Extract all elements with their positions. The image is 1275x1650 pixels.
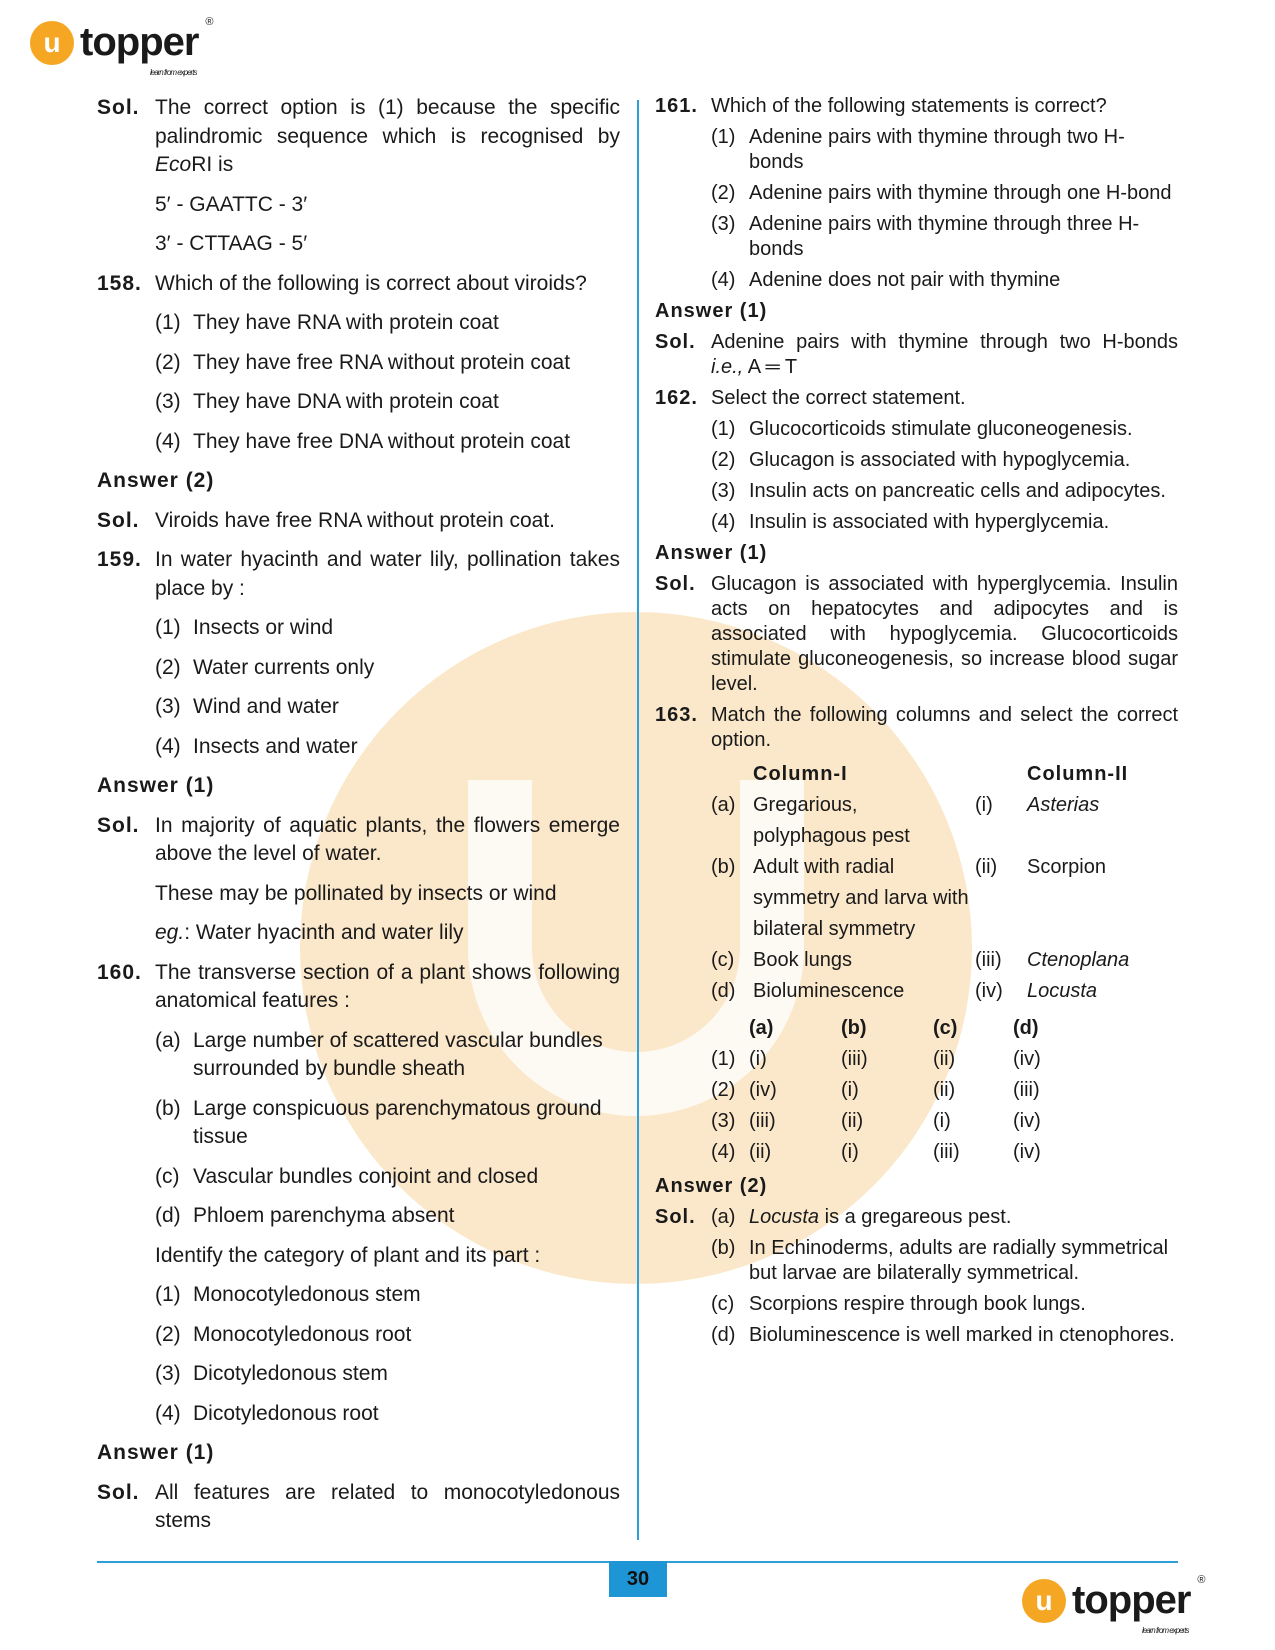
question-162: 162. Select the correct statement. <box>655 387 966 409</box>
logo-word: topper ® learn from experts <box>80 16 213 77</box>
q160-ask: Identify the category of plant and its part : <box>155 1243 541 1267</box>
q162-option: (1) Glucocorticoids stimulate gluconeogenesis. <box>711 418 1133 440</box>
match-row: (a) Gregarious, polyphagous pest (i) Asterias <box>711 794 1100 847</box>
question-159: 159. In water hyacinth and water lily, pollination takes place by : <box>97 548 620 600</box>
right-column <box>655 94 1178 1354</box>
q160-feature: (a) Large number of scattered vascular bundles surrounded by bundle sheath <box>155 1028 603 1080</box>
match-row: (c) Book lungs (iii) Ctenoplana <box>711 949 1130 971</box>
match-table: Column-I Column-II (a) Gregarious, polyphagous pest (i) Asterias (b) Adult with radial symmetry and larva with bilateral symmetry (ii) Scorpion (c) Book lungs (iii) Ctenoplana (d) Bioluminescence (iv) Locusta <box>711 759 1178 1007</box>
q161-option: (2) Adenine pairs with thymine through one H-bond <box>711 182 1172 204</box>
grid-row: (4) (ii) (i) (iii) (iv) <box>711 1141 1041 1163</box>
q162-option: (4) Insulin is associated with hyperglycemia. <box>711 511 1110 533</box>
solution-158: Sol. Viroids have free RNA without protein coat. <box>97 508 555 532</box>
q160-feature: (c) Vascular bundles conjoint and closed <box>155 1164 539 1188</box>
question-160: 160. The transverse section of a plant shows following anatomical features : <box>97 960 620 1012</box>
q158-option: (1) They have RNA with protein coat <box>155 311 499 334</box>
q158-option: (3) They have DNA with protein coat <box>155 390 499 413</box>
question-161: 161. Which of the following statements is correct? <box>655 95 1107 117</box>
answer-160: Answer (1) <box>97 1441 215 1464</box>
sequence-5-3: 5′ - GAATTC - 3′ <box>155 192 308 216</box>
solution-159: Sol. In majority of aquatic plants, the flowers emerge above the level of water. <box>97 813 620 865</box>
q161-option: (1) Adenine pairs with thymine through two H-bonds <box>711 126 1125 173</box>
question-163: 163. Match the following columns and select the correct option. <box>655 704 1178 751</box>
solution-163: Sol. (a) Locusta is a gregareous pest. <box>655 1206 1012 1228</box>
answer-158: Answer (2) <box>97 469 215 492</box>
solution-161: Sol. Adenine pairs with thymine through two H-bonds i.e., A ═ T <box>655 331 1178 378</box>
q161-option: (3) Adenine pairs with thymine through three H-bonds <box>711 213 1140 260</box>
topper-logo <box>30 16 213 77</box>
answer-grid: (a) (b) (c) (d) (1) (i) (iii) (ii) (iv) (2) (iv) (i) (ii) (iii) (3) (iii) (ii) (i) (iv) (4) (ii) (i) (iii) (iv) <box>711 1013 1178 1168</box>
grid-row: (3) (iii) (ii) (i) (iv) <box>711 1110 1041 1132</box>
topper-logo-footer <box>1022 1574 1205 1635</box>
q161-option: (4) Adenine does not pair with thymine <box>711 269 1061 291</box>
answer-162: Answer (1) <box>655 542 768 564</box>
solution-159-line2: These may be pollinated by insects or wind <box>155 881 557 905</box>
solution-160: Sol. All features are related to monocotyledonous stems <box>97 1480 620 1532</box>
match-row: (b) Adult with radial symmetry and larva with bilateral symmetry (ii) Scorpion <box>711 856 1106 940</box>
q160-option: (4) Dicotyledonous root <box>155 1401 379 1425</box>
sol163-item: (c) Scorpions respire through book lungs. <box>711 1293 1086 1315</box>
answer-161: Answer (1) <box>655 300 768 322</box>
left-column <box>97 94 620 1547</box>
solution-157: Sol. The correct option is (1) because the specific palindromic sequence which is recognised by EcoRI is <box>97 96 620 176</box>
logo-mark: u <box>1022 1579 1066 1623</box>
q158-option: (2) They have free RNA without protein coat <box>155 350 571 374</box>
match-row: (d) Bioluminescence (iv) Locusta <box>711 980 1098 1002</box>
logo-word: topper ® learn from experts <box>1072 1574 1205 1635</box>
q162-option: (3) Insulin acts on pancreatic cells and adipocytes. <box>711 480 1166 502</box>
q160-option: (3) Dicotyledonous stem <box>155 1362 388 1385</box>
q160-option: (1) Monocotyledonous stem <box>155 1283 421 1306</box>
q158-option: (4) They have free DNA without protein coat <box>155 429 571 453</box>
answer-163: Answer (2) <box>655 1175 768 1197</box>
q160-feature: (d) Phloem parenchyma absent <box>155 1204 455 1227</box>
solution-159-example: eg.: Water hyacinth and water lily <box>155 921 464 944</box>
sol163-item: (d) Bioluminescence is well marked in ctenophores. <box>711 1324 1175 1346</box>
page-number: 30 <box>609 1561 667 1597</box>
logo-mark: u <box>30 21 74 65</box>
sequence-3-5: 3′ - CTTAAG - 5′ <box>155 232 308 255</box>
grid-row: (1) (i) (iii) (ii) (iv) <box>711 1048 1041 1070</box>
grid-row: (2) (iv) (i) (ii) (iii) <box>711 1079 1040 1101</box>
q159-option: (4) Insects and water <box>155 734 358 758</box>
q159-option: (2) Water currents only <box>155 655 375 679</box>
q160-feature: (b) Large conspicuous parenchymatous ground tissue <box>155 1096 602 1148</box>
question-158: 158. Which of the following is correct about viroids? <box>97 271 587 295</box>
q160-option: (2) Monocotyledonous root <box>155 1322 412 1346</box>
q159-option: (3) Wind and water <box>155 695 339 718</box>
q159-option: (1) Insects or wind <box>155 616 334 639</box>
q162-option: (2) Glucagon is associated with hypoglycemia. <box>711 449 1131 471</box>
solution-162: Sol. Glucagon is associated with hyperglycemia. Insulin acts on hepatocytes and adipocytes and is associated with hypoglycemia. Glucocorticoids stimulate gluconeogenesis, so increase blood sugar level. <box>655 573 1178 695</box>
column-divider <box>637 100 639 1540</box>
answer-159: Answer (1) <box>97 774 215 797</box>
sol163-item: (b) In Echinoderms, adults are radially symmetrical but larvae are bilaterally symmetrical. <box>711 1237 1169 1284</box>
